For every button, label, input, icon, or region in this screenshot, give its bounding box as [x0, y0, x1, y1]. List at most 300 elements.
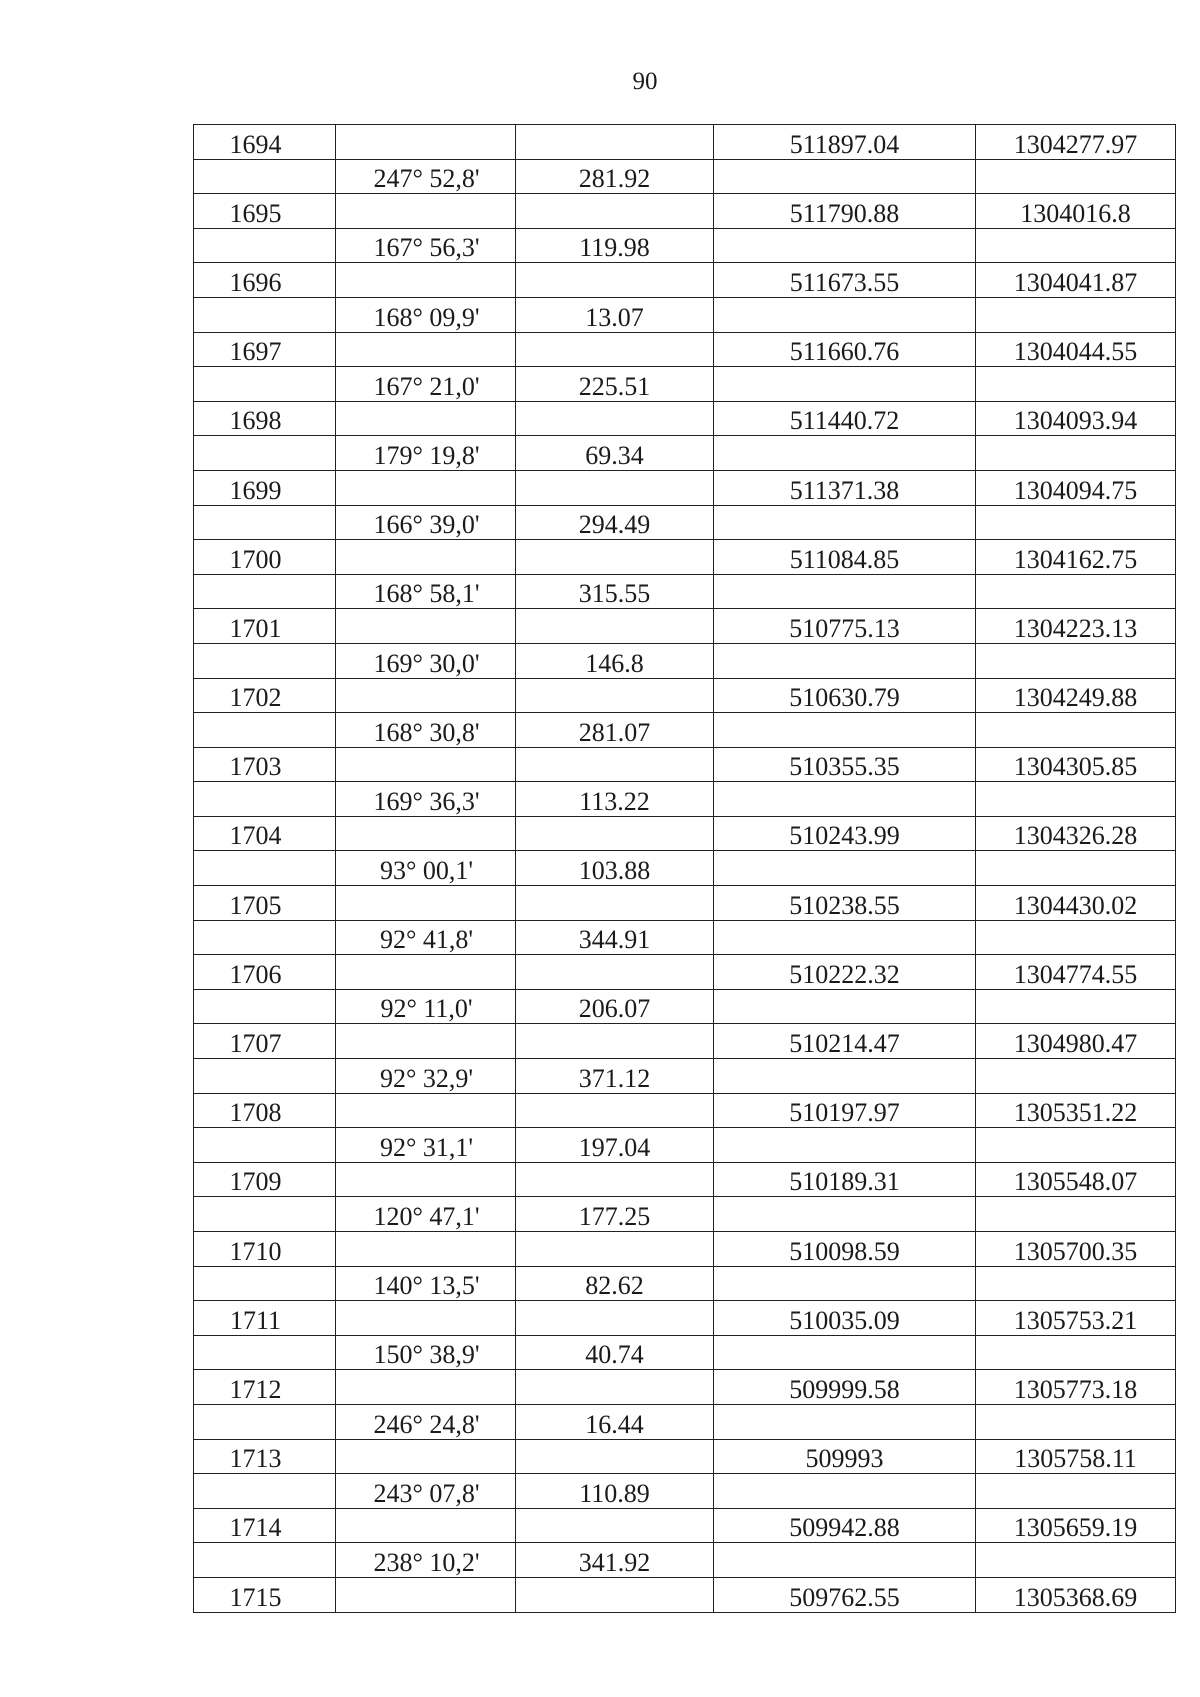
direction-angle: 169° 30,0': [373, 648, 480, 678]
y-coordinate-cell: [976, 678, 1176, 713]
point-number: 1696: [229, 267, 282, 297]
direction-angle-cell: [336, 1543, 516, 1578]
y-coordinate: 1305659.19: [1013, 1513, 1138, 1543]
x-coordinate-cell: [714, 1439, 976, 1474]
y-coordinate: 1304041.87: [1013, 267, 1138, 297]
x-coordinate-cell: [714, 470, 976, 505]
table-row: [194, 332, 1176, 367]
table-row: [194, 609, 1176, 644]
direction-angle: 246° 24,8': [373, 1409, 480, 1439]
x-coordinate-cell: [714, 1059, 976, 1094]
table-row: [194, 194, 1176, 229]
direction-angle-cell: [336, 678, 516, 713]
point-number: 1703: [229, 752, 282, 782]
point-number-cell: [194, 1232, 336, 1267]
x-coordinate-cell: [714, 159, 976, 194]
point-number-cell: [194, 505, 336, 540]
direction-angle: 169° 36,3': [373, 786, 480, 816]
y-coordinate: 1305700.35: [1013, 1236, 1138, 1266]
x-coordinate: 510238.55: [789, 890, 900, 920]
table-row: [194, 920, 1176, 955]
direction-angle: 93° 00,1': [379, 856, 474, 886]
point-number-cell: [194, 367, 336, 402]
y-coordinate-cell: [976, 886, 1176, 921]
point-number-cell: [194, 436, 336, 471]
table-row: [194, 782, 1176, 817]
y-coordinate: 1305773.18: [1013, 1374, 1138, 1404]
table-row: [194, 1335, 1176, 1370]
distance: 103.88: [578, 856, 651, 886]
distance: 177.25: [578, 1202, 651, 1231]
distance-cell: [516, 228, 714, 263]
y-coordinate-cell: [976, 1232, 1176, 1267]
distance-cell: [516, 1301, 714, 1336]
x-coordinate: 511084.85: [789, 544, 900, 574]
direction-angle: 92° 41,8': [379, 925, 474, 955]
x-coordinate-cell: [714, 816, 976, 851]
y-coordinate: 1304980.47: [1013, 1029, 1138, 1059]
direction-angle-cell: [336, 1474, 516, 1509]
x-coordinate-cell: [714, 228, 976, 263]
coordinates-table: [193, 124, 1176, 1613]
x-coordinate: 510243.99: [789, 821, 900, 851]
x-coordinate: 511790.88: [789, 198, 900, 228]
x-coordinate-cell: [714, 1508, 976, 1543]
direction-angle: 166° 39,0': [373, 510, 480, 540]
direction-angle-cell: [336, 263, 516, 298]
point-number: 1702: [229, 683, 282, 713]
distance-cell: [516, 436, 714, 471]
distance-cell: [516, 540, 714, 575]
x-coordinate: 510630.79: [789, 683, 900, 713]
x-coordinate-cell: [714, 1474, 976, 1509]
distance: 110.89: [579, 1478, 650, 1508]
x-coordinate-cell: [714, 1404, 976, 1439]
y-coordinate-cell: [976, 1024, 1176, 1059]
point-number-cell: [194, 713, 336, 748]
x-coordinate-cell: [714, 1128, 976, 1163]
distance-cell: [516, 678, 714, 713]
y-coordinate-cell: [976, 297, 1176, 332]
direction-angle: 92° 32,9': [379, 1063, 474, 1093]
y-coordinate: 1304430.02: [1013, 890, 1138, 920]
distance: 40.74: [585, 1340, 644, 1370]
distance-cell: [516, 643, 714, 678]
y-coordinate-cell: [976, 574, 1176, 609]
point-number: 1710: [229, 1236, 282, 1266]
y-coordinate-cell: [976, 1301, 1176, 1336]
table-row: [194, 1266, 1176, 1301]
x-coordinate-cell: [714, 297, 976, 332]
distance-cell: [516, 159, 714, 194]
x-coordinate-cell: [714, 989, 976, 1024]
direction-angle-cell: [336, 1439, 516, 1474]
y-coordinate: 1305548.07: [1013, 1167, 1138, 1197]
distance-cell: [516, 470, 714, 505]
table-row: [194, 125, 1176, 160]
table-row: [194, 1197, 1176, 1232]
x-coordinate: 509993: [805, 1444, 884, 1474]
x-coordinate: 510222.32: [789, 959, 900, 989]
table-row: [194, 678, 1176, 713]
direction-angle-cell: [336, 574, 516, 609]
y-coordinate: 1304223.13: [1013, 613, 1138, 643]
direction-angle-cell: [336, 1404, 516, 1439]
point-number-cell: [194, 1474, 336, 1509]
y-coordinate: 1304277.97: [1013, 129, 1138, 159]
point-number-cell: [194, 263, 336, 298]
distance: 341.92: [578, 1547, 651, 1577]
direction-angle-cell: [336, 747, 516, 782]
direction-angle-cell: [336, 401, 516, 436]
x-coordinate: 510197.97: [789, 1098, 900, 1128]
x-coordinate-cell: [714, 1024, 976, 1059]
direction-angle-cell: [336, 609, 516, 644]
direction-angle-cell: [336, 470, 516, 505]
distance-cell: [516, 125, 714, 160]
point-number: 1709: [229, 1167, 282, 1197]
x-coordinate: 511673.55: [789, 267, 900, 297]
y-coordinate: 1304305.85: [1013, 752, 1138, 782]
direction-angle: 243° 07,8': [373, 1478, 480, 1508]
distance-cell: [516, 574, 714, 609]
table-row: [194, 297, 1176, 332]
table-row: [194, 367, 1176, 402]
x-coordinate: 510098.59: [789, 1236, 900, 1266]
y-coordinate-cell: [976, 609, 1176, 644]
distance-cell: [516, 1059, 714, 1094]
x-coordinate-cell: [714, 1197, 976, 1232]
point-number: 1701: [229, 613, 282, 643]
x-coordinate-cell: [714, 1232, 976, 1267]
direction-angle-cell: [336, 228, 516, 263]
distance-cell: [516, 782, 714, 817]
y-coordinate-cell: [976, 540, 1176, 575]
distance: 225.51: [578, 371, 651, 401]
point-number-cell: [194, 540, 336, 575]
distance-cell: [516, 1543, 714, 1578]
point-number-cell: [194, 1370, 336, 1405]
distance-cell: [516, 989, 714, 1024]
point-number-cell: [194, 470, 336, 505]
table-row: [194, 263, 1176, 298]
point-number-cell: [194, 1508, 336, 1543]
distance: 82.62: [585, 1271, 644, 1301]
direction-angle: 168° 09,9': [373, 302, 480, 332]
x-coordinate-cell: [714, 194, 976, 229]
direction-angle-cell: [336, 1508, 516, 1543]
y-coordinate-cell: [976, 1197, 1176, 1232]
y-coordinate: 1305758.11: [1014, 1444, 1137, 1474]
x-coordinate: 511440.72: [789, 406, 900, 436]
distance-cell: [516, 1335, 714, 1370]
point-number: 1697: [229, 337, 282, 367]
distance: 206.07: [578, 994, 651, 1024]
direction-angle-cell: [336, 1162, 516, 1197]
x-coordinate-cell: [714, 367, 976, 402]
x-coordinate: 510775.13: [789, 613, 900, 643]
y-coordinate: 1304249.88: [1013, 683, 1138, 713]
x-coordinate: 510214.47: [789, 1029, 900, 1059]
distance: 294.49: [578, 510, 651, 540]
y-coordinate-cell: [976, 263, 1176, 298]
x-coordinate: 510355.35: [789, 752, 900, 782]
point-number-cell: [194, 1266, 336, 1301]
y-coordinate-cell: [976, 228, 1176, 263]
point-number-cell: [194, 1128, 336, 1163]
distance: 13.07: [585, 302, 644, 332]
distance-cell: [516, 1370, 714, 1405]
point-number-cell: [194, 678, 336, 713]
direction-angle-cell: [336, 1301, 516, 1336]
distance-cell: [516, 1266, 714, 1301]
distance-cell: [516, 1232, 714, 1267]
direction-angle-cell: [336, 1093, 516, 1128]
distance: 113.22: [579, 786, 650, 816]
x-coordinate-cell: [714, 713, 976, 748]
direction-angle: 168° 58,1': [373, 579, 480, 609]
direction-angle-cell: [336, 1128, 516, 1163]
point-number-cell: [194, 851, 336, 886]
distance: 281.92: [578, 164, 651, 194]
direction-angle-cell: [336, 505, 516, 540]
y-coordinate-cell: [976, 1543, 1176, 1578]
distance-cell: [516, 1128, 714, 1163]
y-coordinate-cell: [976, 643, 1176, 678]
y-coordinate-cell: [976, 1370, 1176, 1405]
distance-cell: [516, 332, 714, 367]
table-row: [194, 574, 1176, 609]
page-number: 90: [632, 68, 658, 95]
direction-angle-cell: [336, 367, 516, 402]
distance-cell: [516, 851, 714, 886]
direction-angle: 150° 38,9': [373, 1340, 480, 1370]
direction-angle-cell: [336, 1577, 516, 1612]
point-number-cell: [194, 1024, 336, 1059]
y-coordinate: 1304094.75: [1013, 475, 1138, 505]
y-coordinate: 1304093.94: [1013, 406, 1138, 436]
x-coordinate-cell: [714, 955, 976, 990]
direction-angle: 120° 47,1': [373, 1202, 480, 1231]
table-row: [194, 1439, 1176, 1474]
y-coordinate-cell: [976, 1093, 1176, 1128]
direction-angle: 92° 31,1': [379, 1132, 474, 1162]
distance-cell: [516, 367, 714, 402]
y-coordinate: 1304016.8: [1020, 198, 1131, 228]
y-coordinate-cell: [976, 1474, 1176, 1509]
distance-cell: [516, 1474, 714, 1509]
distance-cell: [516, 920, 714, 955]
direction-angle-cell: [336, 1335, 516, 1370]
x-coordinate-cell: [714, 609, 976, 644]
y-coordinate-cell: [976, 1508, 1176, 1543]
distance: 146.8: [585, 648, 644, 678]
table-row: [194, 1093, 1176, 1128]
point-number: 1713: [229, 1444, 282, 1474]
point-number-cell: [194, 747, 336, 782]
table-row: [194, 401, 1176, 436]
y-coordinate: 1305753.21: [1013, 1305, 1138, 1335]
point-number-cell: [194, 989, 336, 1024]
table-row: [194, 1024, 1176, 1059]
distance-cell: [516, 609, 714, 644]
x-coordinate: 510035.09: [789, 1305, 900, 1335]
direction-angle-cell: [336, 886, 516, 921]
point-number-cell: [194, 1577, 336, 1612]
direction-angle: 238° 10,2': [373, 1547, 480, 1577]
x-coordinate-cell: [714, 574, 976, 609]
y-coordinate-cell: [976, 505, 1176, 540]
direction-angle-cell: [336, 1232, 516, 1267]
table-row: [194, 1059, 1176, 1094]
point-number-cell: [194, 920, 336, 955]
x-coordinate-cell: [714, 505, 976, 540]
point-number-cell: [194, 1093, 336, 1128]
direction-angle: 167° 21,0': [373, 371, 480, 401]
table-row: [194, 989, 1176, 1024]
direction-angle: 179° 19,8': [373, 440, 480, 470]
table-row: [194, 643, 1176, 678]
x-coordinate-cell: [714, 1335, 976, 1370]
point-number-cell: [194, 125, 336, 160]
point-number: 1699: [229, 475, 282, 505]
direction-angle: 168° 30,8': [373, 717, 480, 747]
table-row: [194, 1301, 1176, 1336]
distance-cell: [516, 1162, 714, 1197]
y-coordinate-cell: [976, 1404, 1176, 1439]
point-number-cell: [194, 574, 336, 609]
direction-angle-cell: [336, 1059, 516, 1094]
y-coordinate-cell: [976, 194, 1176, 229]
distance-cell: [516, 297, 714, 332]
x-coordinate: 511371.38: [789, 475, 900, 505]
x-coordinate-cell: [714, 1577, 976, 1612]
y-coordinate-cell: [976, 1266, 1176, 1301]
direction-angle-cell: [336, 1370, 516, 1405]
y-coordinate: 1304326.28: [1013, 821, 1138, 851]
y-coordinate-cell: [976, 367, 1176, 402]
point-number-cell: [194, 401, 336, 436]
table-row: [194, 1577, 1176, 1612]
direction-angle-cell: [336, 332, 516, 367]
direction-angle-cell: [336, 989, 516, 1024]
table-row: [194, 955, 1176, 990]
distance: 344.91: [578, 925, 651, 955]
x-coordinate-cell: [714, 1543, 976, 1578]
direction-angle-cell: [336, 125, 516, 160]
x-coordinate-cell: [714, 678, 976, 713]
distance-cell: [516, 1024, 714, 1059]
x-coordinate: 510189.31: [789, 1167, 900, 1197]
y-coordinate-cell: [976, 989, 1176, 1024]
x-coordinate: 511660.76: [789, 337, 900, 367]
x-coordinate-cell: [714, 436, 976, 471]
x-coordinate-cell: [714, 1266, 976, 1301]
point-number-cell: [194, 159, 336, 194]
y-coordinate-cell: [976, 782, 1176, 817]
direction-angle-cell: [336, 1197, 516, 1232]
y-coordinate-cell: [976, 1059, 1176, 1094]
y-coordinate-cell: [976, 1439, 1176, 1474]
y-coordinate: 1304774.55: [1013, 959, 1138, 989]
table-row: [194, 1370, 1176, 1405]
point-number: 1698: [229, 406, 282, 436]
distance: 371.12: [578, 1063, 651, 1093]
y-coordinate-cell: [976, 1162, 1176, 1197]
direction-angle-cell: [336, 436, 516, 471]
point-number-cell: [194, 194, 336, 229]
distance-cell: [516, 816, 714, 851]
x-coordinate-cell: [714, 263, 976, 298]
table-row: [194, 713, 1176, 748]
x-coordinate-cell: [714, 747, 976, 782]
x-coordinate-cell: [714, 643, 976, 678]
y-coordinate-cell: [976, 159, 1176, 194]
point-number: 1704: [229, 821, 282, 851]
y-coordinate-cell: [976, 470, 1176, 505]
distance: 69.34: [585, 440, 644, 470]
direction-angle-cell: [336, 851, 516, 886]
point-number-cell: [194, 782, 336, 817]
point-number: 1706: [229, 959, 282, 989]
point-number-cell: [194, 955, 336, 990]
point-number-cell: [194, 228, 336, 263]
x-coordinate-cell: [714, 1301, 976, 1336]
x-coordinate: 511897.04: [789, 129, 900, 159]
point-number: 1715: [229, 1582, 282, 1612]
direction-angle-cell: [336, 297, 516, 332]
point-number: 1712: [229, 1374, 282, 1404]
y-coordinate-cell: [976, 401, 1176, 436]
y-coordinate-cell: [976, 816, 1176, 851]
point-number: 1694: [229, 129, 282, 159]
direction-angle-cell: [336, 920, 516, 955]
direction-angle: 247° 52,8': [373, 164, 480, 194]
table-row: [194, 470, 1176, 505]
direction-angle-cell: [336, 159, 516, 194]
y-coordinate: 1305351.22: [1013, 1098, 1138, 1128]
y-coordinate-cell: [976, 851, 1176, 886]
x-coordinate-cell: [714, 886, 976, 921]
direction-angle-cell: [336, 643, 516, 678]
point-number: 1700: [229, 544, 282, 574]
y-coordinate-cell: [976, 920, 1176, 955]
direction-angle: 140° 13,5': [373, 1271, 480, 1301]
point-number-cell: [194, 609, 336, 644]
distance-cell: [516, 263, 714, 298]
distance-cell: [516, 401, 714, 436]
point-number-cell: [194, 1197, 336, 1232]
point-number: 1708: [229, 1098, 282, 1128]
direction-angle: 92° 11,0': [380, 994, 473, 1024]
distance-cell: [516, 194, 714, 229]
x-coordinate-cell: [714, 1370, 976, 1405]
x-coordinate-cell: [714, 920, 976, 955]
table-row: [194, 816, 1176, 851]
y-coordinate: 1305368.69: [1013, 1582, 1138, 1612]
point-number-cell: [194, 297, 336, 332]
y-coordinate-cell: [976, 713, 1176, 748]
x-coordinate-cell: [714, 401, 976, 436]
x-coordinate: 509762.55: [789, 1582, 900, 1612]
y-coordinate-cell: [976, 747, 1176, 782]
point-number: 1695: [229, 198, 282, 228]
direction-angle-cell: [336, 816, 516, 851]
y-coordinate-cell: [976, 332, 1176, 367]
table-row: [194, 1128, 1176, 1163]
table-row: [194, 886, 1176, 921]
distance: 281.07: [578, 717, 651, 747]
